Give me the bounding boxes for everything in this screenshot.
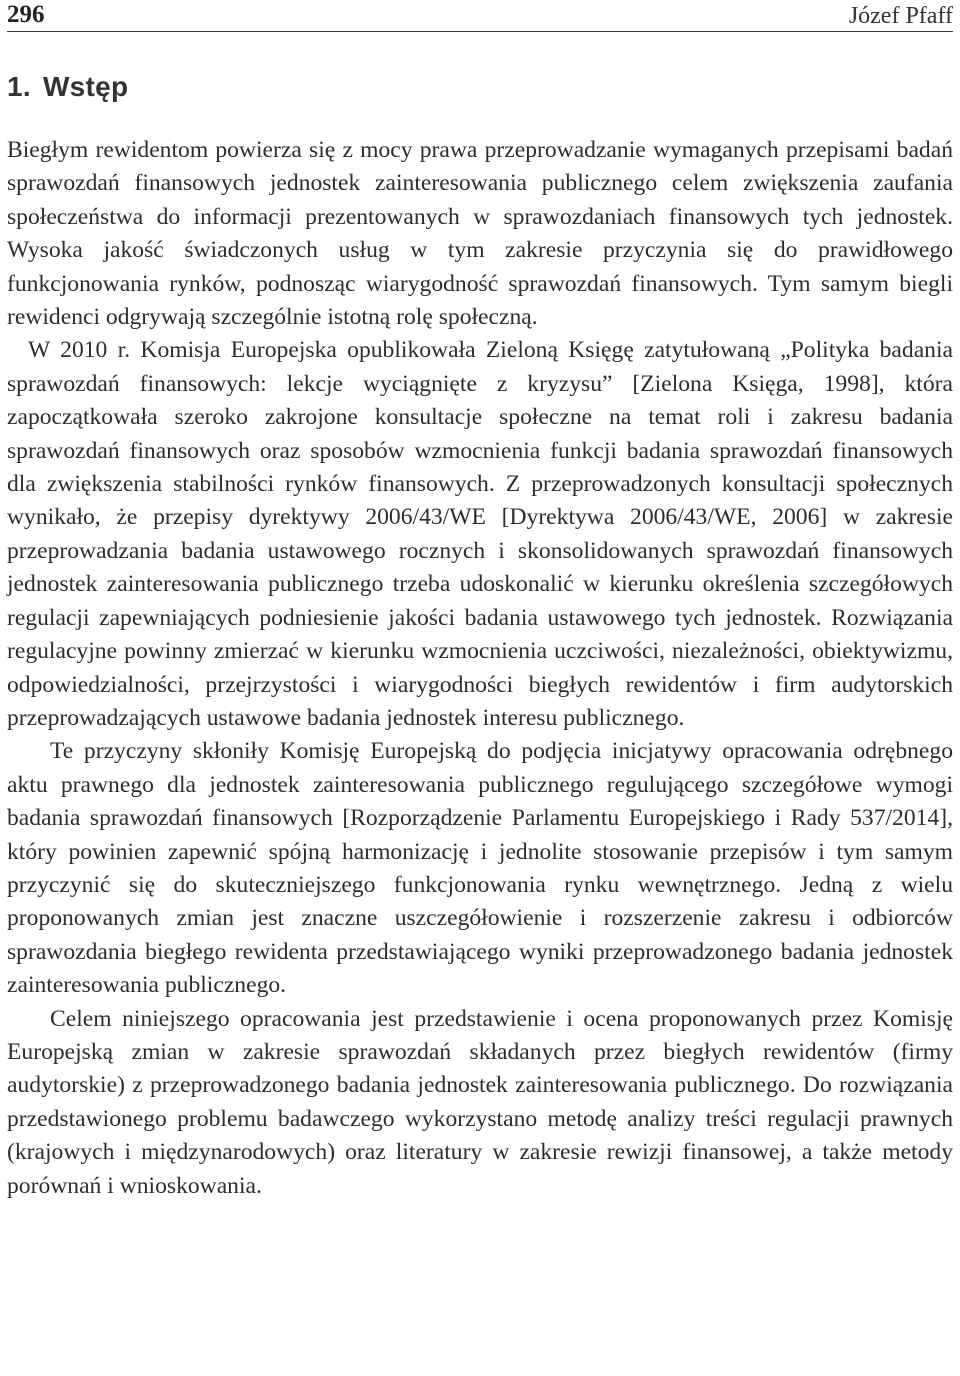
page-number: 296 xyxy=(7,1,45,28)
section-number: 1. xyxy=(7,71,31,102)
running-head-author: Józef Pfaff xyxy=(848,3,953,29)
section-heading xyxy=(7,70,953,104)
section-title: Wstęp xyxy=(42,71,129,102)
paragraph-1: Biegłym rewidentom powierza się z mocy prawa przeprowadzanie wymaganych przepisami badań sprawozdań finansowych jednostek zainteresowania publicznego celem zwiększenia zaufania społeczeństwa do informacji prezentowanych w sprawozdaniach finansowych tych jednostek. Wysoka jakość świadczonych usług w tym zakresie przyczynia się do prawidłowego funkcjonowania rynków, podnosząc wiarygodność sprawozdań finansowych. Tym samym biegli rewidenci odgrywają szczególnie istotną rolę społeczną. xyxy=(7,137,953,331)
document-page xyxy=(7,0,953,1203)
paragraph-2: W 2010 r. Komisja Europejska opublikowała Zieloną Księgę zatytułowaną „Polityka badania sprawozdań finansowych: lekcje wyciągnięte z kryzysu” [Zielona Księga, 1998], która zapoczątkowała szeroko zakrojone konsultacje społeczne na temat roli i zakresu badania sprawozdań finansowych oraz sposobów wzmocnienia funkcji badania sprawozdań finansowych dla zwiększenia stabilności rynków finansowych. Z przeprowadzonych konsultacji społecznych wynikało, że przepisy dyrektywy 2006/43/WE [Dyrektywa 2006/43/WE, 2006] w zakresie przeprowadzania badania ustawowego rocznych i skonsolidowanych sprawozdań finansowych jednostek zainteresowania publicznego trzeba udoskonalić w kierunku określenia szczegółowych regulacji zapewniających podniesienie jakości badania ustawowego tych jednostek. Rozwiązania regulacyjne powinny zmierzać w kierunku wzmocnienia uczciwości, niezależności, obiektywizmu, odpowiedzialności, przejrzystości i wiarygodności biegłych rewidentów i firm audytorskich przeprowadzających ustawowe badania jednostek interesu publicznego. xyxy=(7,337,953,731)
paragraph-4: Celem niniejszego opracowania jest przedstawienie i ocena proponowanych przez Komisję Europejską zmian w zakresie sprawozdań składanych przez biegłych rewidentów (firmy audytorskie) z przeprowadzonego badania jednostek zainteresowania publicznego. Do rozwiązania przedstawionego problemu badawczego wykorzystano metodę analizy treści regulacji prawnych (krajowych i międzynarodowych) oraz literatury w zakresie rewizji finansowej, a także metody porównań i wnioskowania. xyxy=(7,1005,953,1199)
body-text xyxy=(7,134,953,1203)
running-header xyxy=(7,0,953,32)
paragraph-3: Te przyczyny skłoniły Komisję Europejską do podjęcia inicjatywy opracowania odrębnego aktu prawnego dla jednostek zainteresowania publicznego regulującego szczegółowe wymogi badania sprawozdań finansowych [Rozporządzenie Parlamentu Europejskiego i Rady 537/2014], który powinien zapewnić spójną harmonizację i jednolite stosowanie przepisów i tym samym przyczynić się do skuteczniejszego funkcjonowania rynku wewnętrznego. Jedną z wielu proponowanych zmian jest znaczne uszczegółowienie i rozszerzenie zakresu i odbiorców sprawozdania biegłego rewidenta przedstawiającego wyniki przeprowadzonego badania jednostek zainteresowania publicznego. xyxy=(7,738,953,999)
